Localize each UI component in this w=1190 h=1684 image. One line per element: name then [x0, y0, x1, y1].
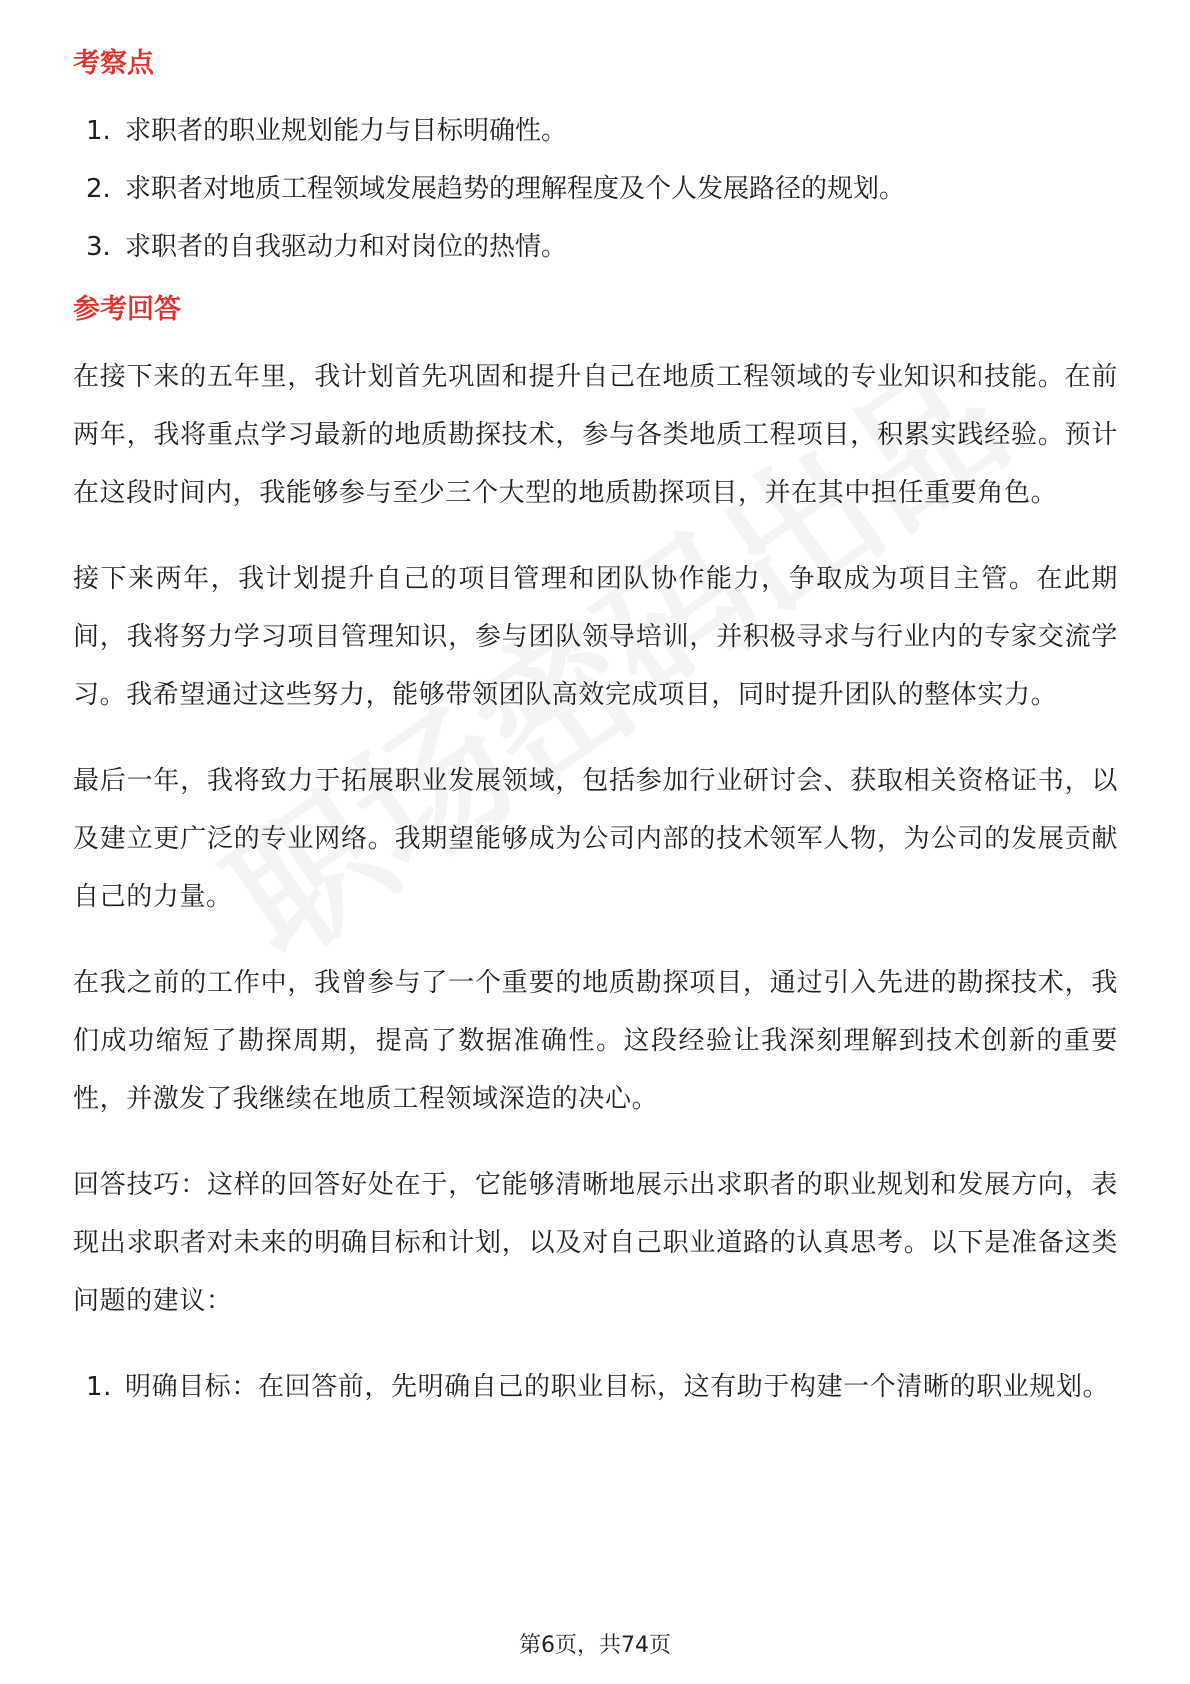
- points-heading: 考察点: [73, 48, 154, 79]
- page-content: [73, 44, 1118, 1416]
- list-item: [73, 160, 1118, 218]
- list-item-number: 1.: [86, 116, 111, 146]
- page-footer: 第6页，共74页: [519, 1633, 671, 1658]
- list-item-text: 求职者的自我驱动力和对岗位的热情。: [125, 232, 568, 262]
- answer-paragraph: 最后一年，我将致力于拓展职业发展领域，包括参加行业研讨会、获取相关资格证书，以及建立更广泛的专业网络。我期望能够成为公司内部的技术领军人物，为公司的发展贡献自己的力量。: [73, 766, 1118, 912]
- tips-intro-paragraph: 回答技巧：这样的回答好处在于，它能够清晰地展示出求职者的职业规划和发展方向，表现出求职者对未来的明确目标和计划，以及对自己职业道路的认真思考。以下是准备这类问题的建议：: [73, 1170, 1118, 1316]
- list-item: [73, 218, 1118, 276]
- list-item-text: 求职者的职业规划能力与目标明确性。: [125, 116, 568, 146]
- answer-paragraph: 接下来两年，我计划提升自己的项目管理和团队协作能力，争取成为项目主管。在此期间，我将努力学习项目管理知识，参与团队领导培训，并积极寻求与行业内的专家交流学习。我希望通过这些努力，能够带领团队高效完成项目，同时提升团队的整体实力。: [73, 564, 1118, 710]
- list-item-number: 3.: [86, 232, 111, 262]
- points-list: [73, 102, 1118, 276]
- list-item: [73, 102, 1118, 160]
- list-item-text: 明确目标：在回答前，先明确自己的职业目标，这有助于构建一个清晰的职业规划。: [125, 1372, 1110, 1402]
- list-item-number: 2.: [86, 174, 111, 204]
- answer-paragraph: 在我之前的工作中，我曾参与了一个重要的地质勘探项目，通过引入先进的勘探技术，我们成功缩短了勘探周期，提高了数据准确性。这段经验让我深刻理解到技术创新的重要性，并激发了我继续在地质工程领域深造的决心。: [73, 968, 1118, 1114]
- list-item-number: 1.: [86, 1372, 113, 1402]
- tips-list: [73, 1358, 1118, 1416]
- answer-heading: 参考回答: [73, 294, 181, 325]
- list-item-text: 求职者对地质工程领域发展趋势的理解程度及个人发展路径的规划。: [125, 174, 906, 204]
- answer-paragraph: 在接下来的五年里，我计划首先巩固和提升自己在地质工程领域的专业知识和技能。在前两年，我将重点学习最新的地质勘探技术，参与各类地质工程项目，积累实践经验。预计在这段时间内，我能够参与至少三个大型的地质勘探项目，并在其中担任重要角色。: [73, 362, 1118, 508]
- list-item: [73, 1358, 1118, 1416]
